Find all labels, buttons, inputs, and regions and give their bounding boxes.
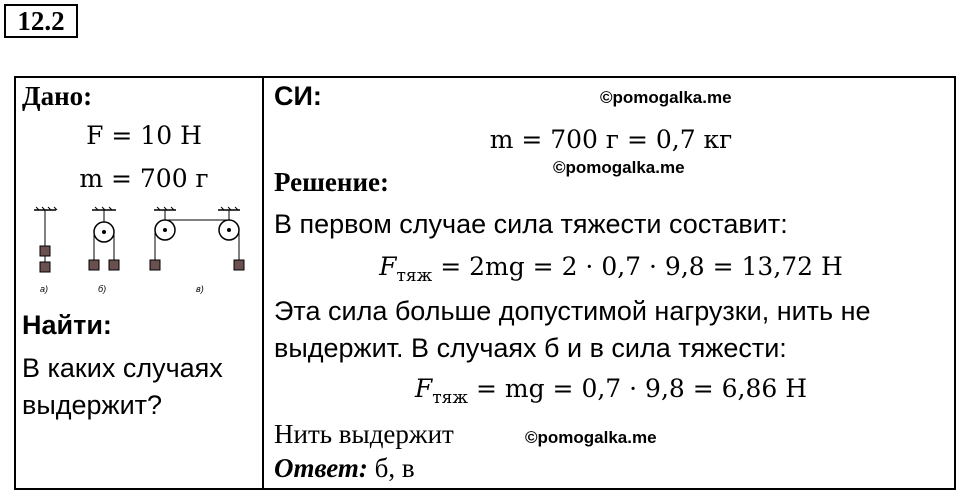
figure-label-c: в) [196, 284, 204, 294]
column-divider [262, 76, 264, 490]
find-question-line2: выдержит? [22, 390, 163, 420]
solution-text-4: Нить выдержит [274, 419, 454, 449]
watermark-middle: ©pomogalka.me [553, 158, 685, 177]
formula-2-symbol: F [414, 374, 433, 403]
solution-text-2: Эта сила больше допустимой нагрузки, нить не [274, 296, 871, 326]
figure-label-a: а) [40, 284, 49, 294]
solution-text-1: В первом случае сила тяжести составит: [274, 209, 788, 239]
solution-text-3: выдержит. В случаях б и в сила тяжести: [274, 333, 787, 363]
given-mass: m = 700 г [79, 164, 209, 193]
formula-1-subscript: тяж [396, 266, 433, 286]
two-pulley-figure [150, 207, 244, 270]
answer-label: Ответ: [274, 453, 368, 483]
formula-double-weight [266, 251, 956, 292]
solution-heading: Решение: [274, 167, 389, 197]
figure-label-b: б) [98, 284, 107, 294]
watermark-top: ©pomogalka.me [600, 88, 732, 107]
formula-1-symbol: F [379, 252, 397, 281]
given-force: F = 10 Н [86, 121, 202, 150]
watermark-bottom: ©pomogalka.me [525, 428, 657, 447]
answer-line [274, 452, 415, 484]
formula-1-rest: = 2mg = 2 · 0,7 · 9,8 = 13,72 Н [432, 252, 843, 281]
problem-number: 12.2 [4, 4, 78, 38]
hanging-weight-figure [34, 207, 57, 272]
find-heading: Найти: [22, 310, 112, 340]
given-heading: Дано: [22, 81, 93, 111]
si-conversion: m = 700 г = 0,7 кг [489, 125, 733, 154]
answer-value: б, в [367, 453, 415, 483]
formula-single-weight [266, 373, 956, 414]
formula-2-rest: = mg = 0,7 · 9,8 = 6,86 Н [468, 374, 808, 403]
pulley-diagram [30, 206, 256, 296]
find-question-line1: В каких случаях [22, 353, 223, 383]
formula-2-subscript: тяж [432, 388, 469, 408]
single-pulley-figure [89, 207, 119, 270]
si-heading: СИ: [274, 81, 322, 111]
